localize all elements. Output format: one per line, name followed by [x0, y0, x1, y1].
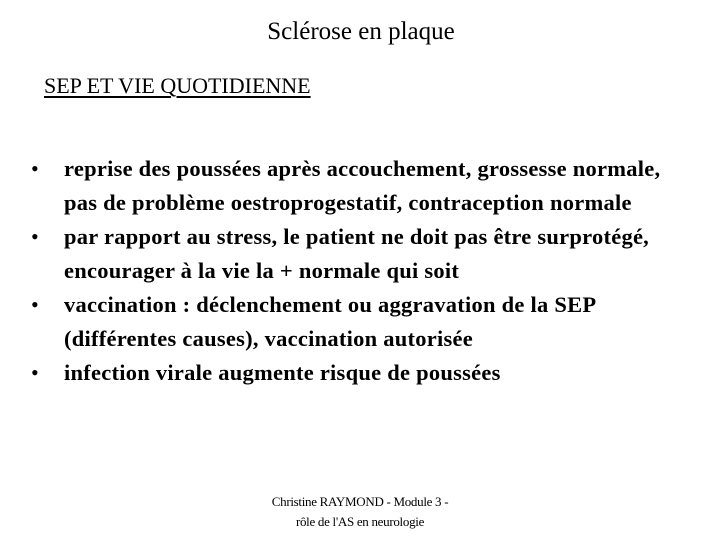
- bullet-icon: •: [31, 156, 39, 181]
- bullet-icon: •: [31, 292, 39, 317]
- bullet-text: par rapport au stress, le patient ne doit pas être surprotégé, encourager à la vie la + normale qui soit: [64, 224, 650, 283]
- slide-subject: Sclérose en plaque: [267, 18, 455, 45]
- bullet-item-infection: [29, 356, 679, 390]
- slide-title: SEP ET VIE QUOTIDIENNE: [44, 73, 311, 98]
- bullet-text: vaccination : déclenchement ou aggravation de la SEP (différentes causes), vaccination autorisée: [64, 292, 596, 351]
- slide-footer: [210, 492, 510, 532]
- bullet-item-stress: [29, 220, 679, 288]
- bullet-icon: •: [31, 224, 39, 249]
- footer-author-line: Christine RAYMOND - Module 3 -: [271, 494, 449, 509]
- bullet-text: reprise des poussées après accouchement, grossesse normale, pas de problème oestroprogestatif, contraception normale: [64, 156, 661, 215]
- bullet-list: [29, 152, 679, 390]
- bullet-item-vaccination: [29, 288, 679, 356]
- footer-role-line: rôle de l'AS en neurologie: [295, 514, 425, 529]
- bullet-icon: •: [31, 360, 39, 385]
- bullet-text: infection virale augmente risque de poussées: [64, 360, 501, 385]
- bullet-item-pregnancy: [29, 152, 679, 220]
- slide-header: [0, 18, 720, 46]
